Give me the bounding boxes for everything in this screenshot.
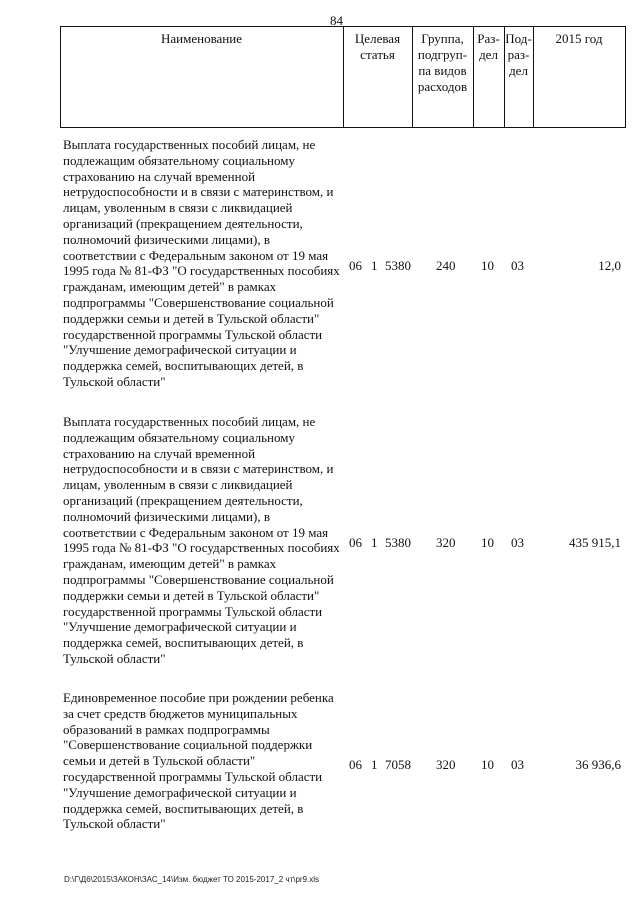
row-amount: 435 915,1 <box>569 535 621 550</box>
row-name: Единовременное пособие при рождении ребенка за счет средств бюджетов муниципальных образований в рамках подпрограммы "Совершенствование социальной поддержки семьи и детей в Тульской области" государственной программы Тульской области "Улучшение демографической ситуации и поддержка семей, воспитывающих детей, в Тульской области" <box>63 690 334 832</box>
table-header <box>60 26 626 128</box>
row-target-c: 5380 <box>385 258 411 273</box>
header-border-right <box>625 27 626 127</box>
table-row <box>63 690 623 840</box>
row-amount: 12,0 <box>598 258 621 273</box>
row-target-c: 7058 <box>385 757 411 772</box>
row-target-b: 1 <box>371 757 378 772</box>
row-target-b: 1 <box>371 535 378 550</box>
page-number: 84 <box>330 13 343 28</box>
row-target-b: 1 <box>371 258 378 273</box>
row-section: 10 <box>481 535 494 550</box>
row-group: 320 <box>436 757 456 772</box>
header-expense-group: Группа, подгруп- па видов расходов <box>417 31 468 94</box>
row-subsection: 03 <box>511 757 524 772</box>
file-path-footer: D:\Г\Д6\2015\ЗАКОН\ЗАС_14\Изм. бюджет ТО 2015-2017_2 чт\pr9.xls <box>64 875 320 884</box>
row-target-c: 5380 <box>385 535 411 550</box>
row-subsection: 03 <box>511 535 524 550</box>
row-name: Выплата государственных пособий лицам, не подлежащим обязательному социальному страхованию на случай временной нетрудоспособности и в связи с материнством, и лицам, уволенным в связи с ликвидацией организаций (прекращением деятельности, полномочий физическими лицами), в соответствии с Федеральным законом от 19 мая 1995 года № 81-ФЗ "О государственных пособиях гражданам, имеющим детей" в рамках подпрограммы "Совершенствование социальной поддержки семьи и детей в Тульской области" государственной программы Тульской области "Улучшение демографической ситуации и поддержка семей, воспитывающих детей, в Тульской области" <box>63 137 340 389</box>
header-name: Наименование <box>161 31 242 46</box>
row-group: 240 <box>436 258 456 273</box>
row-section: 10 <box>481 258 494 273</box>
table-row <box>63 137 623 397</box>
row-target-a: 06 <box>349 258 362 273</box>
table-row <box>63 414 623 674</box>
row-target-a: 06 <box>349 757 362 772</box>
row-subsection: 03 <box>511 258 524 273</box>
row-target-a: 06 <box>349 535 362 550</box>
row-amount: 36 936,6 <box>575 757 621 772</box>
row-section: 10 <box>481 757 494 772</box>
header-year: 2015 год <box>555 31 603 46</box>
header-subsection: Под- раз- дел <box>505 31 532 78</box>
header-target-article: Целевая статья <box>354 31 401 62</box>
header-section: Раз- дел <box>477 31 500 62</box>
row-name: Выплата государственных пособий лицам, не подлежащим обязательному социальному страхованию на случай временной нетрудоспособности и в связи с материнством, и лицам, уволенным в связи с ликвидацией организаций (прекращением деятельности, полномочий физическими лицами), в соответствии с Федеральным законом от 19 мая 1995 года № 81-ФЗ "О государственных пособиях гражданам, имеющим детей" в рамках подпрограммы "Совершенствование социальной поддержки семьи и детей в Тульской области" государственной программы Тульской области "Улучшение демографической ситуации и поддержка семей, воспитывающих детей, в Тульской области" <box>63 414 340 666</box>
row-group: 320 <box>436 535 456 550</box>
